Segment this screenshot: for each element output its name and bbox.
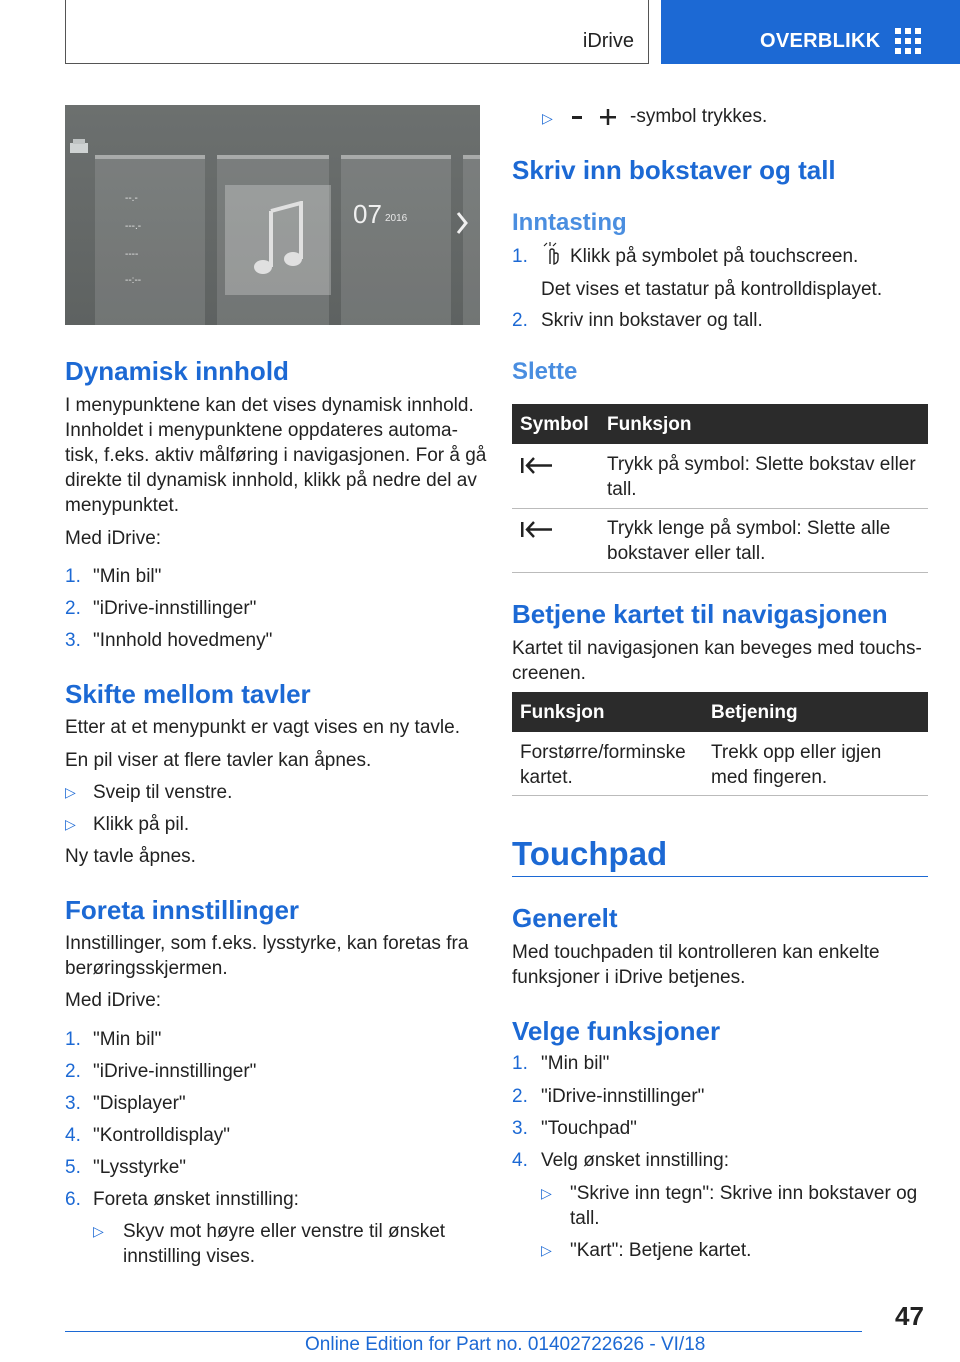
- column-header: Betjening: [711, 702, 798, 723]
- list-item: "Skrive inn tegn": Skrive inn bokstaver og: [570, 1183, 918, 1204]
- heading-underline: [512, 876, 928, 877]
- bullet-marker: ▷: [93, 1223, 104, 1239]
- table-cell: bokstaver eller tall.: [607, 543, 766, 564]
- list-item: Velg ønsket innstilling:: [541, 1150, 729, 1171]
- list-item: "Min bil": [93, 1029, 162, 1050]
- backspace-icon: [520, 520, 554, 540]
- list-item: Klikk på symbolet på touchscreen.: [570, 246, 859, 267]
- column-header: Symbol: [520, 414, 589, 435]
- header-left-box: [65, 0, 649, 64]
- grid-icon: [895, 28, 921, 54]
- heading-velge-funksjoner: Velge funksjoner: [512, 1016, 721, 1046]
- table-cell: tall.: [607, 479, 637, 500]
- paragraph-line: Innstillinger, som f.eks. lysstyrke, kan foretas fra: [65, 933, 469, 954]
- table-cell: kartet.: [520, 767, 573, 788]
- list-item: "Displayer": [93, 1093, 186, 1114]
- table-cell: Trekk opp eller igjen: [711, 742, 882, 763]
- arrow-right-icon[interactable]: [455, 211, 469, 235]
- list-item: Skyv mot høyre eller venstre til ønsket: [123, 1221, 446, 1242]
- list-item: "Kart": Betjene kartet.: [570, 1240, 752, 1261]
- heading-skifte-mellom-tavler: Skifte mellom tavler: [65, 679, 311, 709]
- table-row: [512, 732, 928, 796]
- list-item: "Touchpad": [541, 1118, 637, 1139]
- list-item: Sveip til venstre.: [93, 782, 233, 803]
- header-tab-overblikk[interactable]: [661, 0, 960, 64]
- list-item: Foreta ønsket innstilling:: [93, 1189, 299, 1210]
- heading-dynamisk-innhold: Dynamisk innhold: [65, 356, 289, 386]
- header-section-title: iDrive: [582, 30, 634, 52]
- list-number: 6.: [65, 1189, 81, 1210]
- list-item: "iDrive-innstillinger": [93, 598, 257, 619]
- list-number: 3.: [512, 1118, 528, 1139]
- paragraph-line: I menypunktene kan det vises dynamisk innhold.: [65, 395, 474, 416]
- list-number: 2.: [65, 1061, 81, 1082]
- list-number: 3.: [65, 1093, 81, 1114]
- paragraph-line: Innholdet i menypunktene oppdateres automa‐: [65, 420, 458, 441]
- paragraph-line: Med iDrive:: [65, 990, 162, 1011]
- list-item: "iDrive-innstillinger": [541, 1086, 705, 1107]
- column-header: Funksjon: [607, 414, 692, 435]
- list-item: "Kontrolldisplay": [93, 1125, 231, 1146]
- heading-slette: Slette: [512, 358, 578, 385]
- list-number: 5.: [65, 1157, 81, 1178]
- bullet-marker: ▷: [541, 1185, 552, 1201]
- keyboard-touch-icon: [541, 242, 563, 266]
- tile-next: [463, 155, 480, 325]
- heading-skriv-inn: Skriv inn bokstaver og tall: [512, 155, 836, 185]
- paragraph-line: Med iDrive:: [65, 528, 162, 549]
- heading-generelt: Generelt: [512, 903, 618, 933]
- backspace-icon: [520, 456, 554, 476]
- list-number: 2.: [65, 598, 81, 619]
- paragraph-line: creenen.: [512, 663, 586, 684]
- table-header: [512, 692, 928, 732]
- tile-communication: [341, 155, 451, 325]
- menu-car-icon: [69, 139, 91, 157]
- table-cell: Forstørre/forminske: [520, 742, 686, 763]
- paragraph-line: Etter at et menypunkt er vagt vises en ny tavle.: [65, 717, 460, 738]
- table-row: [512, 508, 928, 573]
- table-header: [512, 404, 928, 444]
- list-number: 1.: [65, 1029, 81, 1050]
- list-number: 4.: [512, 1150, 528, 1171]
- header-tab-label: OVERBLIKK: [760, 30, 881, 52]
- list-number: 3.: [65, 630, 81, 651]
- list-item: "Min bil": [541, 1053, 610, 1074]
- bullet-marker: ▷: [65, 784, 76, 800]
- list-item: innstilling vises.: [123, 1246, 255, 1267]
- paragraph-line: Det vises et tastatur på kontrolldisplayet.: [541, 279, 883, 300]
- paragraph-line: Ny tavle åpnes.: [65, 846, 196, 867]
- heading-foreta-innstillinger: Foreta innstillinger: [65, 895, 300, 925]
- calendar-year: 2016: [385, 213, 408, 224]
- list-number: 4.: [65, 1125, 81, 1146]
- list-item: "iDrive-innstillinger": [93, 1061, 257, 1082]
- heading-touchpad: Touchpad: [512, 835, 668, 872]
- table-row: [512, 444, 928, 509]
- bullet-marker: ▷: [541, 1242, 552, 1258]
- paragraph-line: -symbol trykkes.: [630, 106, 768, 127]
- tile-media: [217, 155, 329, 325]
- heading-inntasting: Inntasting: [512, 209, 627, 236]
- minus-plus-icon: [570, 108, 622, 128]
- list-number: 1.: [65, 566, 81, 587]
- list-item: tall.: [570, 1208, 600, 1229]
- list-item: "Min bil": [93, 566, 162, 587]
- list-item: Skriv inn bokstaver og tall.: [541, 310, 763, 331]
- footer-edition: Online Edition for Part no. 01402722626 - VI/18: [305, 1334, 706, 1355]
- tile-my-vehicle: --.- ---.- ---- --:--: [95, 155, 205, 325]
- list-item: Klikk på pil.: [93, 814, 190, 835]
- list-number: 1.: [512, 1053, 528, 1074]
- list-number: 2.: [512, 310, 528, 331]
- paragraph-line: menypunktet.: [65, 495, 180, 516]
- list-number: 2.: [512, 1086, 528, 1107]
- heading-betjene-kartet: Betjene kartet til navigasjonen: [512, 599, 888, 629]
- list-number: 1.: [512, 246, 528, 267]
- paragraph-line: Med touchpaden til kontrolleren kan enkelte: [512, 942, 880, 963]
- table-cell: Trykk lenge på symbol: Slette alle: [607, 518, 891, 539]
- paragraph-line: direkte til dynamisk innhold, klikk på nedre del av: [65, 470, 477, 491]
- table-cell: Trykk på symbol: Slette bokstav eller: [607, 454, 916, 475]
- paragraph-line: funksjoner i iDrive betjenes.: [512, 967, 746, 988]
- calendar-month: 07: [353, 199, 382, 229]
- paragraph-line: Kartet til navigasjonen kan beveges med touchs‐: [512, 638, 922, 659]
- list-item: "Innhold hovedmeny": [93, 630, 273, 651]
- idrive-screen-figure: [65, 105, 480, 325]
- paragraph-line: tisk, f.eks. aktiv målføring i navigasjonen. For å gå: [65, 445, 487, 466]
- table-cell: med fingeren.: [711, 767, 828, 788]
- column-header: Funksjon: [520, 702, 605, 723]
- bullet-marker: ▷: [542, 110, 553, 126]
- list-item: "Lysstyrke": [93, 1157, 187, 1178]
- music-note-icon: [251, 201, 311, 281]
- page-number: 47: [895, 1301, 924, 1331]
- bullet-marker: ▷: [65, 816, 76, 832]
- footer-rule: [65, 1331, 862, 1332]
- paragraph-line: En pil viser at flere tavler kan åpnes.: [65, 750, 372, 771]
- paragraph-line: berøringsskjermen.: [65, 958, 228, 979]
